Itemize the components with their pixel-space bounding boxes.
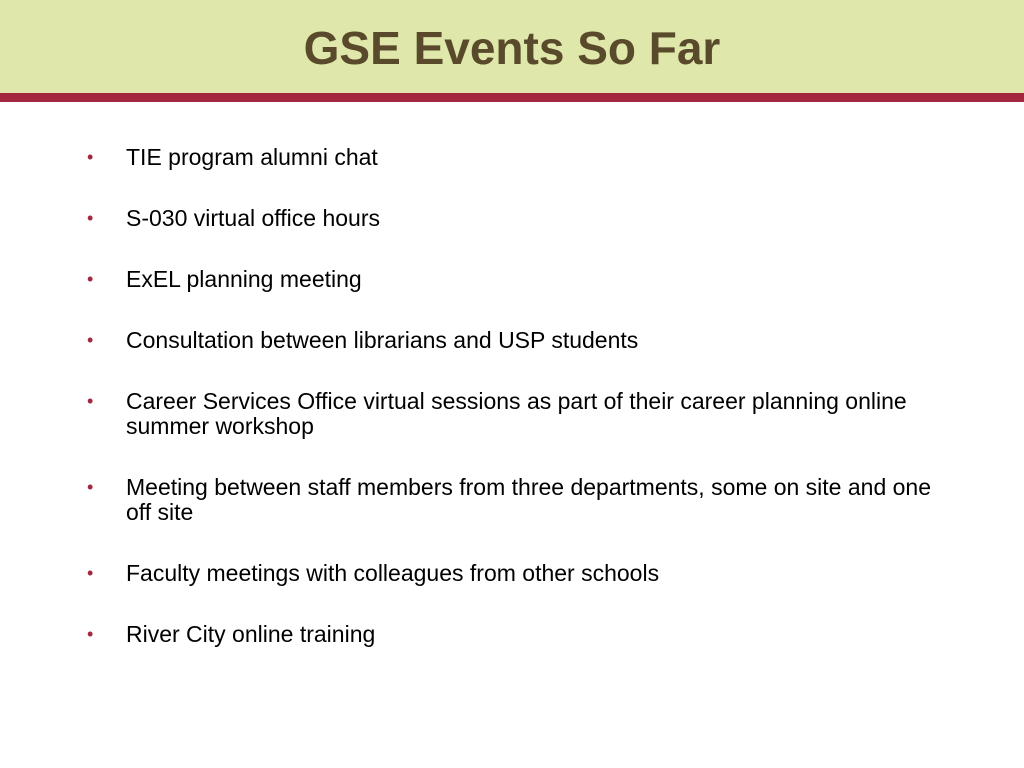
list-item xyxy=(0,561,1024,586)
bullet-icon: • xyxy=(87,563,94,583)
bullet-text: ExEL planning meeting xyxy=(126,266,362,292)
bullet-icon: • xyxy=(87,477,94,497)
list-item xyxy=(0,145,1024,170)
bullet-icon: • xyxy=(87,391,94,411)
bullet-icon: • xyxy=(87,147,94,167)
list-item xyxy=(0,389,1024,439)
bullet-icon: • xyxy=(87,624,94,644)
bullet-text: River City online training xyxy=(126,621,376,647)
list-item xyxy=(0,328,1024,353)
bullet-icon: • xyxy=(87,269,94,289)
bullet-icon: • xyxy=(87,330,94,350)
bullet-text: Career Services Office virtual sessions as part of their career planning online summer workshop xyxy=(126,388,907,439)
list-item xyxy=(0,475,1024,525)
bullet-text: TIE program alumni chat xyxy=(126,144,378,170)
list-item xyxy=(0,622,1024,647)
bullet-text: Faculty meetings with colleagues from other schools xyxy=(126,560,660,586)
list-item xyxy=(0,267,1024,292)
slide-title: GSE Events So Far xyxy=(303,22,721,74)
title-divider xyxy=(0,93,1024,102)
bullet-text: Meeting between staff members from three departments, some on site and one off site xyxy=(126,474,931,525)
list-item xyxy=(0,206,1024,231)
bullet-text: Consultation between librarians and USP students xyxy=(126,327,639,353)
bullet-icon: • xyxy=(87,208,94,228)
bullet-list xyxy=(0,145,1024,683)
bullet-text: S-030 virtual office hours xyxy=(126,205,380,231)
